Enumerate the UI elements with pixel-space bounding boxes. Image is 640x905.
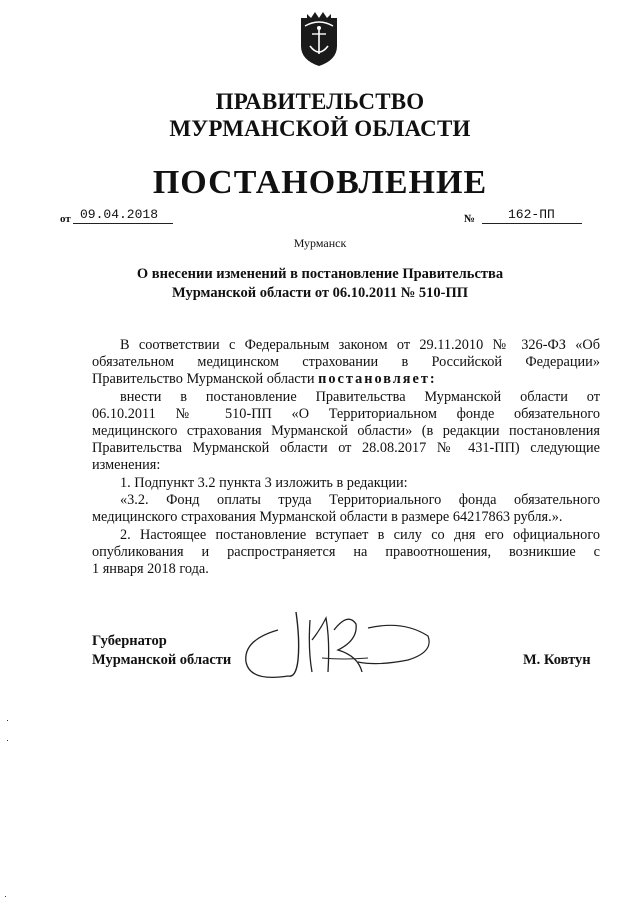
body-line: медицинского страхования Мурманской области в размере 64217863 рубля.». bbox=[92, 509, 563, 525]
number-value: 162-ПП bbox=[508, 207, 555, 222]
body-line: В соответствии с Федеральным законом от 29.11.2010 № 326-ФЗ «Об bbox=[120, 337, 600, 353]
number-label: № bbox=[464, 213, 476, 225]
body-line: 06.10.2011 № 510-ПП «О Территориальном фонде обязательного bbox=[92, 406, 600, 422]
body-line: обязательном медицинском страховании в Российской Федерации» bbox=[92, 354, 600, 370]
body-line: 1. Подпункт 3.2 пункта 3 изложить в редакции: bbox=[120, 475, 408, 491]
subject-line2: Мурманской области от 06.10.2011 № 510-ПП bbox=[171, 285, 469, 301]
body-line: медицинского страхования Мурманской области» (в редакции постановления bbox=[92, 423, 600, 439]
date-value: 09.04.2018 bbox=[80, 207, 159, 222]
body-line: 2. Настоящее постановление вступает в силу со дня его официального bbox=[120, 527, 600, 543]
government-name-line1: ПРАВИТЕЛЬСТВО bbox=[215, 89, 425, 114]
signatory-position-line1: Губернатор bbox=[92, 633, 167, 649]
subject-line1: О внесении изменений в постановление Правительства bbox=[136, 266, 504, 282]
body-line: внести в постановление Правительства Мурманской области от bbox=[120, 389, 600, 405]
body-line: «3.2. Фонд оплаты труда Территориального фонда обязательного bbox=[120, 492, 600, 508]
city-label: Мурманск bbox=[293, 236, 347, 250]
signatory-position-line2: Мурманской области bbox=[92, 652, 232, 668]
body-line bbox=[92, 371, 600, 388]
murmansk-coat-of-arms-icon bbox=[297, 8, 341, 68]
signatory-name: М. Ковтун bbox=[523, 652, 591, 668]
margin-mark bbox=[5, 896, 6, 897]
decree-word: постановляет: bbox=[318, 371, 437, 387]
body-line: опубликования и распространяется на правоотношения, возникшие с bbox=[92, 544, 600, 560]
date-underline bbox=[73, 222, 173, 224]
government-name-line2: МУРМАНСКОЙ ОБЛАСТИ bbox=[169, 116, 471, 141]
body-line-text: Правительство Мурманской области bbox=[92, 371, 315, 387]
body-line: 1 января 2018 года. bbox=[92, 561, 209, 577]
body-line: Правительства Мурманской области от 28.08.2017 № 431-ПП) следующие bbox=[92, 440, 600, 456]
date-label: от bbox=[60, 213, 71, 225]
margin-mark bbox=[7, 720, 8, 721]
margin-mark bbox=[7, 740, 8, 741]
document-type-title: ПОСТАНОВЛЕНИЕ bbox=[152, 164, 488, 201]
number-underline bbox=[482, 222, 582, 224]
handwritten-signature-icon bbox=[238, 600, 438, 690]
body-line: изменения: bbox=[92, 457, 161, 473]
